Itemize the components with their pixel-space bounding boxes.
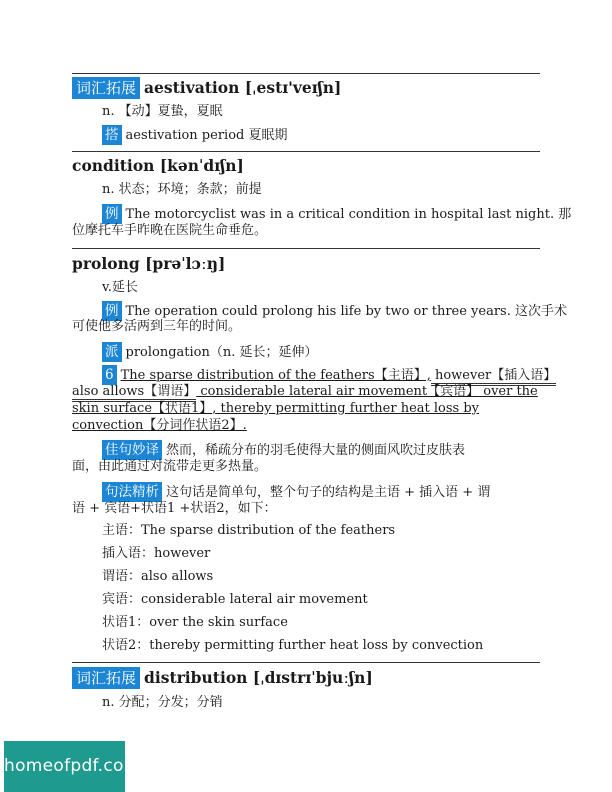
divider <box>72 73 540 74</box>
adverbial1-segment: skin surface【状语1】 <box>72 401 213 416</box>
sentence-number: 6 <box>102 365 117 385</box>
structure-part: 状语1：over the skin surface <box>102 615 288 630</box>
divider <box>72 248 540 249</box>
site-logo[interactable]: homeofpdf.com <box>4 741 125 792</box>
analysis-tag: 句法精析 <box>102 482 162 502</box>
analysis-line <box>102 482 540 502</box>
translation-text: 然而，稀疏分布的羽毛使得大量的侧面风吹过皮肤表 <box>166 443 466 458</box>
adverbial1-segment: over the <box>479 384 538 399</box>
definition: v.延长 <box>102 280 138 295</box>
adverbial2-segment: convection【分词作状语2】. <box>72 418 247 433</box>
headword: prolong <box>72 254 140 273</box>
example-tag: 例 <box>102 204 122 224</box>
pronunciation: [kənˈdɪʃn] <box>159 156 244 175</box>
entry-heading-distribution <box>72 667 540 689</box>
entry-heading-condition <box>72 156 540 176</box>
predicate-segment: also allows【谓语】 <box>72 384 196 402</box>
entry-heading-prolong <box>72 254 540 274</box>
analysis-text-cont: 语 + 宾语+状语1 +状语2，如下： <box>72 501 277 516</box>
object-segment: considerable lateral air movement【宾语】 <box>196 384 480 399</box>
sentence-line <box>72 400 540 418</box>
example-text-cont: 可使他多活两到三年的时间。 <box>72 319 242 334</box>
translation-tag: 佳句妙译 <box>102 440 162 460</box>
parenthesis-segment: however【插入语】 <box>431 368 556 386</box>
analysis-text: 这句话是简单句，整个句子的结构是主语 + 插入语 + 谓 <box>166 485 491 500</box>
derivative-line <box>102 342 540 362</box>
derivative-text: prolongation（n. 延长；延伸） <box>125 345 318 360</box>
headword: distribution <box>144 668 248 687</box>
example-text-cont: 位摩托车手昨晚在医院生命垂危。 <box>72 223 268 238</box>
derivative-tag: 派 <box>102 342 122 362</box>
example-tag: 例 <box>102 301 122 321</box>
collocation-text: aestivation period 夏眠期 <box>125 128 288 143</box>
vocab-extension-tag: 词汇拓展 <box>72 77 140 99</box>
example-line <box>102 204 572 224</box>
headword: condition <box>72 156 155 175</box>
definition: n. 状态；环境；条款；前提 <box>102 182 262 197</box>
sentence-line <box>102 365 557 385</box>
pronunciation: [ˌdɪstrɪˈbjuːʃn] <box>252 668 373 687</box>
collocation-tag: 搭 <box>102 125 122 145</box>
structure-part: 主语：The sparse distribution of the feathers <box>102 523 396 538</box>
sentence-line <box>72 383 540 401</box>
subject-segment: The sparse distribution of the feathers【主语】, <box>120 368 431 383</box>
entry-heading-aestivation <box>72 77 540 99</box>
adverbial2-segment: , thereby permitting further heat loss by <box>212 401 480 416</box>
structure-part: 状语2：thereby permitting further heat loss by convection <box>102 638 484 653</box>
example-text: The operation could prolong his life by two or three years. 这次手术 <box>125 304 567 319</box>
vocab-extension-tag: 词汇拓展 <box>72 667 140 689</box>
divider <box>72 662 540 663</box>
structure-part: 插入语：however <box>102 546 211 561</box>
divider <box>72 151 540 152</box>
translation-text-cont: 面，由此通过对流带走更多热量。 <box>72 459 268 474</box>
pronunciation: [ˌestɪ'veɪʃn] <box>244 78 342 97</box>
pronunciation: [prəˈlɔːŋ] <box>145 254 226 273</box>
example-text: The motorcyclist was in a critical condition in hospital last night. 那 <box>125 207 572 222</box>
sentence-line <box>72 417 540 435</box>
collocation-line <box>102 125 540 145</box>
structure-part: 宾语：considerable lateral air movement <box>102 592 368 607</box>
translation-line <box>102 440 540 460</box>
definition: n. 分配；分发；分销 <box>102 695 223 710</box>
definition: n. 【动】夏蛰，夏眠 <box>102 104 223 119</box>
headword: aestivation <box>144 78 240 97</box>
structure-part: 谓语：also allows <box>102 569 214 584</box>
